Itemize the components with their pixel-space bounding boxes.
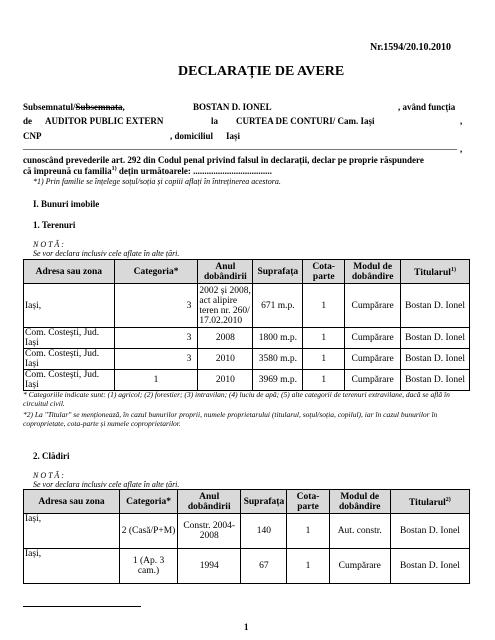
declarant-name: BOSTAN D. IONEL [193,102,272,112]
terenuri-nota-text: Se vor declara inclusiv cele aflate în alte țări. [33,249,180,258]
table-row [24,328,470,349]
cell-adresa: Iași, [24,514,120,549]
cladiri-table [23,489,470,584]
terenuri-header-row [24,260,470,284]
cell-cota: 1 [287,514,329,549]
cell-suprafata: 3969 m.p. [253,370,303,391]
cladiri-nota: N O T Ă : [33,471,64,480]
footnote-separator [23,606,141,607]
header-categoria: Categoria* [120,490,178,514]
la-label: la [211,116,219,126]
terenuri-table [23,259,470,391]
cell-modul: Cumpărare [345,370,401,391]
table-row [24,370,470,391]
section-1-title: I. Bunuri imobile [33,199,100,209]
header-suprafata: Suprafața [253,260,303,284]
family-footnote: *1) Prin familie se înțelege soțul/soția și copiii aflați în întreținerea acestora. [33,177,281,186]
terenuri-subtitle: 1. Terenuri [33,220,76,230]
declarant-function: AUDITOR PUBLIC EXTERN [45,116,164,126]
cell-cota: 1 [303,328,345,349]
cell-anul: 2010 [198,370,253,391]
cell-modul: Cumpărare [345,284,401,328]
cell-categoria: 3 [114,284,198,328]
header-titular: Titularul$^{2)}$ [390,490,469,514]
cell-categoria: 1 (Ap. 3 cam.) [120,549,178,584]
cell-anul: 2002 și 2008, act alipire teren nr. 260/ 17.02.2010 [199,285,251,326]
cell-cota: 1 [287,549,329,584]
domicile-label: , domiciliul [170,131,214,141]
cell-categoria: 3 [114,349,198,370]
cell-anul: 1994 [178,549,241,584]
cell-adresa: Iași, [24,549,120,584]
categorii-note: * Categoriile indicate sunt: (1) agricol; (2) forestier; (3) intravilan; (4) luciu de apă; (5) alte categorii de terenuri extravilane, dacă se află în circuitul civil. [23,390,450,408]
cell-anul: Constr. 2004-2008 [178,514,241,549]
cell-cota: 1 [303,349,345,370]
cell-anul: 2008 [198,328,253,349]
table-row [24,349,470,370]
cell-adresa: Com. Costești, Jud. Iași [24,349,115,370]
cladiri-header-row [24,490,470,514]
cell-adresa: Com. Costești, Jud. Iași [24,328,115,349]
cnp-label: CNP [23,131,42,141]
cell-modul: Cumpărare [329,549,390,584]
domicile-trail-comma: , [460,144,463,154]
header-suprafata: Suprafața [241,490,287,514]
cell-modul: Cumpărare [345,349,401,370]
table-row [24,284,470,328]
cell-suprafata: 671 m.p. [253,284,303,328]
header-cota: Cota-parte [303,260,345,284]
subsemnatul-label: Subsemnatul/Subsemnata, [23,102,125,112]
de-label: de [23,116,32,126]
cell-titular: Bostan D. Ionel [401,284,470,328]
header-cota: Cota-parte [287,490,329,514]
terenuri-nota: N O T Ă : [33,240,64,249]
cell-suprafata: 3580 m.p. [253,349,303,370]
cell-modul: Cumpărare [345,328,401,349]
cell-titular: Bostan D. Ionel [401,349,470,370]
function-label: , având funcția [398,102,456,112]
page-number: 1 [244,622,249,632]
intro-line-2: că împreună cu familia$^{1)}$ dețin următoarele: ................................... [23,166,272,176]
document-title: DECLARAȚIE DE AVERE [178,64,345,79]
document-number: Nr.1594/20.10.2010 [370,42,452,53]
cell-modul: Aut. constr. [329,514,390,549]
intro-line-1: cunoscând prevederile art. 292 din Codul penal privind falsul în declarații, declar pe proprie răspundere [23,155,424,165]
cell-adresa: Iași, [24,284,115,328]
header-adresa: Adresa sau zona [24,260,115,284]
header-anul: Anul dobândirii [178,490,241,514]
header-adresa: Adresa sau zona [24,490,120,514]
declarant-institution: CURTEA DE CONTURI/ Cam. Iași [236,116,375,126]
header-categoria: Categoria* [114,260,198,284]
cell-categoria: 1 [114,370,198,391]
cell-adresa: Com. Costești, Jud. Iași [24,370,115,391]
cell-suprafata: 1800 m.p. [253,328,303,349]
cell-cota: 1 [303,284,345,328]
cell-titular: Bostan D. Ionel [401,328,470,349]
domicile-value: Iași [226,131,241,141]
titular-note: *2) La "Titular" se menționează, în cazul bunurilor proprii, numele proprietarului (titularul, soțul/soția, copilul), iar în cazul bunurilor în coproprietate, cota-parte și numele coproprietarilor. [23,410,438,428]
table-row [24,549,470,584]
cell-titular: Bostan D. Ionel [390,514,469,549]
institution-comma: , [460,116,463,126]
table-row [24,514,470,549]
header-titular: Titularul$^{1)}$ [401,260,470,284]
cladiri-nota-text: Se vor declara inclusiv cele aflate în alte țări. [33,480,180,489]
cell-anul: 2010 [198,349,253,370]
cell-suprafata: 67 [241,549,287,584]
header-anul: Anul dobândirii [198,260,253,284]
domicile-underline [23,149,457,150]
header-modul: Modul de dobândire [345,260,401,284]
cell-titular: Bostan D. Ionel [401,370,470,391]
header-modul: Modul de dobândire [329,490,390,514]
cladiri-subtitle: 2. Clădiri [33,451,70,461]
cell-suprafata: 140 [241,514,287,549]
cell-categoria: 2 (Casă/P+M) [120,514,178,549]
cell-cota: 1 [303,370,345,391]
cell-categoria: 3 [114,328,198,349]
cell-titular: Bostan D. Ionel [390,549,469,584]
